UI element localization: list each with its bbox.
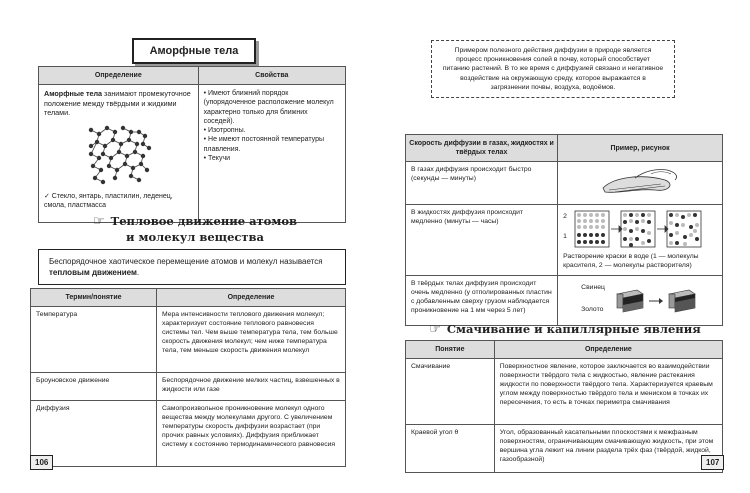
thermal-def-end: .	[136, 268, 140, 278]
table-row	[31, 307, 346, 373]
wetting-heading	[415, 322, 715, 338]
gas-diffusion-illustration	[558, 162, 723, 205]
terms-table	[30, 288, 346, 467]
label-dye: 1	[563, 233, 567, 241]
table-row	[406, 276, 723, 326]
liquid-diffusion-caption: Растворение краски в воде (1 — молекулы красителя, 2 — молекулы растворителя)	[563, 253, 699, 270]
table-row	[31, 373, 346, 401]
property-item: • Текучи	[203, 154, 230, 162]
liquid-diffusion-cell: В жидкостях диффузия происходит медленно (минуты — часы)	[406, 205, 558, 276]
pointing-hand-icon: ☞	[429, 322, 441, 337]
amorphous-term: Аморфные тела	[44, 89, 103, 99]
label-solvent: 2	[563, 213, 567, 221]
right-page	[375, 0, 750, 493]
definition-cell: Угол, образованный касательными плоскостями к межфазным поверхностям, ограничивающим смачивающую жидкость, при этом вершина угла лежит на линии раздела трёх фаз (твёрдой, жидкой, газообразной)	[494, 425, 722, 473]
thermal-heading-line2: и молекул вещества	[125, 230, 265, 245]
definition-cell: Мера интенсивности теплового движения молекул; характеризует состояние теплового равновесия системы тел. Чем выше температура тела, тем больше скорость движения молекул; чем ниже температура тела, тем меньше скорость движения молекул	[157, 307, 346, 373]
wetting-col-concept: Понятие	[406, 341, 495, 359]
definition-cell: Поверхностное явление, которое заключается во взаимодействии поверхности твёрдого тела с жидкостью, явление растекания жидкости по поверхности твёрдого тела. Характеризуется краевым углом между поверхностью твёрдого тела и мениском в точках их пересечения, то есть в точках периметра смачивания	[494, 359, 722, 425]
solid-diffusion-cell: В твёрдых телах диффузия происходит очень медленно (у отполированных пластин с добавленным сверху грузом наблюдается проникновение на 1 мм через 5 лет)	[406, 276, 558, 326]
table-row	[406, 425, 723, 473]
table-row	[406, 205, 723, 276]
amorphous-col-definition: Определение	[39, 67, 199, 85]
diffusion-note: Примером полезного действия диффузии в природе является процесс проникновения солей в почву, который способствует питанию растений. В то же время с диффузией связано и негативное воздействие на окружающую среду, которое выражается в загрязнении почвы, воздуха, водоёмов.	[431, 40, 675, 98]
table-row	[406, 359, 723, 425]
liquid-diffusion-illustration	[558, 205, 723, 276]
metal-plates-diagram	[613, 280, 703, 320]
wetting-heading-text: Смачивание и капиллярные явления	[446, 322, 701, 336]
thermal-def-term: тепловым движением	[49, 268, 137, 278]
amorphous-col-properties: Свойства	[198, 67, 345, 85]
thermal-heading-line1: Тепловое движение атомов	[110, 214, 297, 228]
terms-col-term: Термин/понятие	[31, 289, 157, 307]
table-row	[406, 162, 723, 205]
thermal-motion-heading	[60, 214, 330, 245]
label-lead: Свинец	[581, 284, 605, 292]
amorphous-examples: ✓ Стекло, янтарь, пластилин, леденец, смола, пластмасса	[44, 192, 173, 209]
wetting-col-definition: Определение	[494, 341, 722, 359]
property-item: • Имеют ближний порядок (упорядоченное расположение молекул характерно только для ближних соседей).	[203, 90, 334, 125]
diffusion-col-example: Пример, рисунок	[558, 135, 723, 162]
terms-col-definition: Определение	[157, 289, 346, 307]
page-number-right: 107	[701, 455, 724, 470]
amorphous-title: Аморфные тела	[132, 38, 256, 64]
amorphous-def-text: занимают промежуточное положение между твёрдыми и жидкими телами.	[44, 89, 191, 118]
solid-diffusion-illustration	[558, 276, 723, 326]
amorphous-structure-diagram	[83, 124, 153, 186]
thermal-motion-definition	[38, 249, 346, 285]
term-cell: Смачивание	[406, 359, 495, 425]
table-row	[31, 401, 346, 467]
term-cell: Диффузия	[31, 401, 157, 467]
page-number-left: 106	[30, 455, 53, 470]
perfume-bottle-icon	[595, 166, 685, 200]
label-gold: Золото	[581, 306, 604, 314]
property-item: • Не имеют постоянной температуры плавления.	[203, 136, 325, 153]
amorphous-properties-cell	[198, 85, 345, 223]
thermal-def-text: Беспорядочное хаотическое перемещение атомов и молекул называется	[49, 257, 323, 266]
amorphous-definition-cell	[39, 85, 199, 223]
diffusion-speed-table	[405, 134, 723, 326]
pointing-hand-icon: ☞	[93, 214, 105, 229]
term-cell: Броуновское движение	[31, 373, 157, 401]
amorphous-table	[38, 66, 346, 223]
gas-diffusion-cell: В газах диффузия происходит быстро (секунды — минуты)	[406, 162, 558, 205]
definition-cell: Беспорядочное движение мелких частиц, взвешенных в жидкости или газе	[157, 373, 346, 401]
definition-cell: Самопроизвольное проникновение молекул одного вещества между молекулами другого. С увеличением температуры скорость диффузии возрастает (при прочих равных условиях). Диффузия приближает систему к состоянию термодинамического равновесия	[157, 401, 346, 467]
dye-dissolving-diagram	[573, 209, 703, 249]
term-cell: Температура	[31, 307, 157, 373]
property-item: • Изотропны.	[203, 127, 246, 135]
diffusion-col-speed: Скорость диффузии в газах, жидкостях и твёрдых телах	[406, 135, 558, 162]
term-cell: Краевой угол θ	[406, 425, 495, 473]
wetting-table	[405, 340, 723, 473]
